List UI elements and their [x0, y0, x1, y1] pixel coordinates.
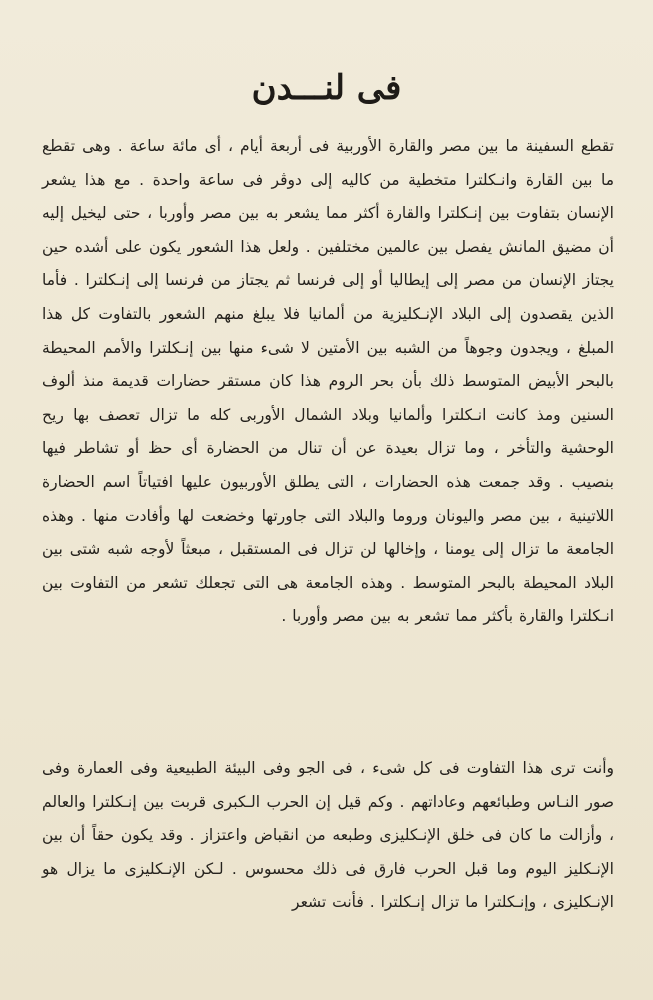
- paragraph-2: وأنت ترى هذا التفاوت فى كل شىء ، فى الجو وفى البيئة الطبيعية وفى العمارة وفى صور النـاس وطبائعهم وعاداتهم . وكم قيل إن الحرب الـكبرى قربت بين إنـكلترا والعالم ، وأزالت ما كان فى خلق الإنـكليزى وطبعه من انقباض واعتزاز . وقد يكون حقاً أن بين الإنـكليز اليوم وما قبل الحرب فارق فى ذلك محسوس . لـكن الإنـكليزى ما يزال هو الإنـكليزى ، وإنـكلترا ما تزال إنـكلترا . فأنت تشعر: [42, 759, 614, 912]
- page-title: فى لنـــدن: [251, 68, 402, 108]
- paragraph-1: تقطع السفينة ما بين مصر والقارة الأوربية فى أربعة أيام ، أى مائة ساعة . وهى تقطع ما بين القارة وانـكلترا متخطية من كاليه إلى دوڤر فى ساعة واحدة . مع هذا يشعر الإنسان بتفاوت بين إنـكلترا والقارة أكثر مما يشعر به بين مصر وأوربا ، حتى ليخيل إليه أن مضيق المانش يفصل بين عالمين مختلفين . ولعل هذا الشعور يكون على أشده حين يجتاز الإنسان من مصر إلى إيطاليا أو إلى فرنسا ثم يجتاز من فرنسا إلى إنـكلترا . فأما الذين يقصدون إلى البلاد الإنـكليزية من ألمانيا فلا يبلغ منهم الشعور بالتفاوت كل هذا المبلغ ، ويجدون وجوهاً من الشبه بين الأمتين لا شىء منها بين إنـكلترا والأمم المحيطة بالبحر الأبيض المتوسط ذلك بأن بحر الروم هذا كان مستقر حضارات قديمة منذ ألوف السنين ومذ كانت انـكلترا وألمانيا وبلاد الشمال الأوربى كله ما تزال تعصف بها ريح الوحشية والتأخر ، وما تزال بعيدة عن أن تنال من الحضارة أى حظ أو تشاطر فيها بنصيب . وقد جمعت هذه الحضارات ، التى يطلق الأوربيون عليها افتياتاً اسم الحضارة اللاتينية ، بين مصر واليونان وروما والبلاد التى جاورتها وخضعت لها وأفادت منها . وهذه الجامعة ما تزال إلى يومنا ، وإخالها لن تزال فى المستقبل ، مبعثاً لأوجه شبه شتى بين البلاد المحيطة بالبحر المتوسط . وهذه الجامعة هى التى تجعلك تشعر من التفاوت بين انـكلترا والقارة بأكثر مما تشعر به بين مصر وأوربا .: [42, 137, 614, 626]
